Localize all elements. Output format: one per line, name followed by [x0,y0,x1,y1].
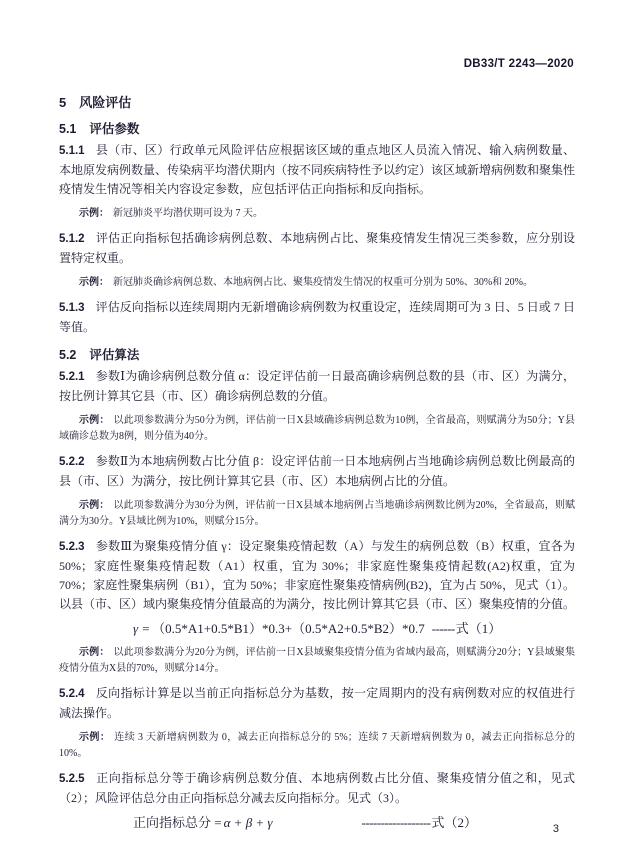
section-title: 评估参数 [89,122,140,136]
formula-expression: α + β + γ [223,815,273,830]
clause-5-2-1 [59,367,575,406]
example-note [59,498,575,530]
clause-5-2-4 [59,684,575,723]
example-text: 以此项参数满分为30分为例，评估前一日X县域本地病例占当地确诊病例数比例为20%，全省最高，则赋满分为30分。Y县域比例为10%，则赋分15分。 [59,500,575,527]
example-label: 示例： [79,647,110,658]
example-label: 示例： [79,500,110,511]
document-content [59,74,575,839]
clause-text: 参数Ⅲ为聚集疫情分值 γ：设定聚集疫情起数（A）与发生的病例总数（B）权重，宜各为 50%；家庭性聚集疫情起数（A1）权重，宜为 30%；非家庭性聚集疫情起数(A2)权重，宜为 70%；家庭性聚集病例（B1），宜为 50%；非家庭性聚集疫情病例(B2)，宜为占 50%，见式（1）。以县（市、区）域内聚集疫情分值最高的为满分，按比例计算其它县（市、区）聚集疫情的分值。 [59,539,576,611]
clause-number: 5.2.4 [59,688,85,700]
chapter-title: 风险评估 [79,95,132,110]
clause-5-1-3 [59,298,575,337]
example-text: 连续 3 天新增病例数为 0，减去正向指标总分的 5%；连续 7 天新增病例数为 0，减去正向指标总分的 10%。 [59,732,575,759]
clause-text: 评估正向指标包括确诊病例总数、本地病例占比、聚集疫情发生情况三类参数，应分别设置特定权重。 [59,231,575,265]
clause-text: 评估反向指标以连续周期内无新增确诊病例数为权重设定，连续周期可为 3 日、5 日或 7 日等值。 [59,300,575,334]
formula-expression: （0.5*A1+0.5*B1）*0.3+（0.5*A2+0.5*B2）*0.7 [152,621,425,636]
formula-1 [59,619,575,638]
clause-number: 5.1.2 [59,233,85,245]
clause-number: 5.2.2 [59,456,85,468]
example-note [59,645,575,677]
clause-5-2-3 [59,537,575,614]
example-label: 示例： [79,732,111,743]
example-note [59,413,575,445]
formula-lhs: 正向指标总分 = [133,815,222,830]
section-heading-5-2 [59,347,575,364]
clause-text: 县（市、区）行政单元风险评估应根据该区域的重点地区人员流入情况、输入病例数量、本地原发病例数量、传染病平均潜伏期内（按不同疾病特性予以约定）该区域新增病例数和聚集性疫情发生情况等相关内容设定参数，应包括评估正向指标和反向指标。 [59,143,576,196]
clause-number: 5.1.3 [59,302,85,314]
section-title: 评估算法 [89,348,140,362]
clause-text: 参数Ⅱ为本地病例数占比分值 β：设定评估前一日本地病例占当地确诊病例总数比例最高的县（市、区）为满分，按比例计算其它县（市、区）本地病例占比的分值。 [59,454,575,488]
formula-2 [59,813,575,832]
clause-number: 5.1.1 [59,145,85,157]
clause-text: 参数Ⅰ为确诊病例总数分值 α：设定评估前一日最高确诊病例总数的县（市、区）为满分，按比例计算其它县（市、区）确诊病例总数的分值。 [59,369,575,403]
example-note [59,275,575,291]
standard-code: DB33/T 2243—2020 [463,58,574,70]
clause-5-1-1 [59,141,575,199]
example-note [59,730,575,762]
clause-5-2-5 [59,769,575,808]
example-note [59,206,575,222]
example-text: 以此项参数满分为50分为例，评估前一日X县域确诊病例总数为10例，全省最高，则赋满分为50分；Y县域确诊总数为8例，则分值为40分。 [59,415,575,442]
clause-5-1-2 [59,229,575,268]
formula-label: 式（2） [431,815,477,830]
clause-text: 正向指标总分等于确诊病例总数分值、本地病例数占比分值、聚集疫情分值之和，见式（2）；风险评估总分由正向指标总分减去反向指标分。见式（3）。 [59,771,575,805]
clause-number: 5.2.5 [59,773,85,785]
section-number: 5.2 [59,348,77,362]
clause-number: 5.2.1 [59,371,85,383]
clause-number: 5.2.3 [59,541,85,553]
section-heading-5-1 [59,121,575,138]
example-label: 示例： [79,277,109,288]
example-label: 示例： [79,208,109,219]
formula-dashes: ------------------ [361,815,431,830]
page-number: 3 [552,823,559,835]
section-number: 5.1 [59,122,77,136]
example-text: 以此项参数满分为20分为例，评估前一日X县域聚集疫情分值为省域内最高，则赋满分20分；Y县域聚集疫情分值为X县的70%，则赋分14分。 [59,647,575,674]
formula-lhs: γ = [133,621,151,636]
example-label: 示例： [79,415,110,426]
clause-text: 反向指标计算是以当前正向指标总分为基数，按一定周期内的没有病例数对应的权值进行减法操作。 [59,686,575,720]
chapter-heading [59,94,575,111]
clause-5-2-2 [59,452,575,491]
example-text: 新冠肺炎确诊病例总数、本地病例占比、聚集疫情发生情况的权重可分别为 50%、30%和 20%。 [113,277,533,288]
formula-dashes: ------ [431,621,455,636]
chapter-number: 5 [59,95,67,110]
example-text: 新冠肺炎平均潜伏期可设为 7 天。 [113,208,263,219]
formula-label: 式（1） [455,621,502,636]
